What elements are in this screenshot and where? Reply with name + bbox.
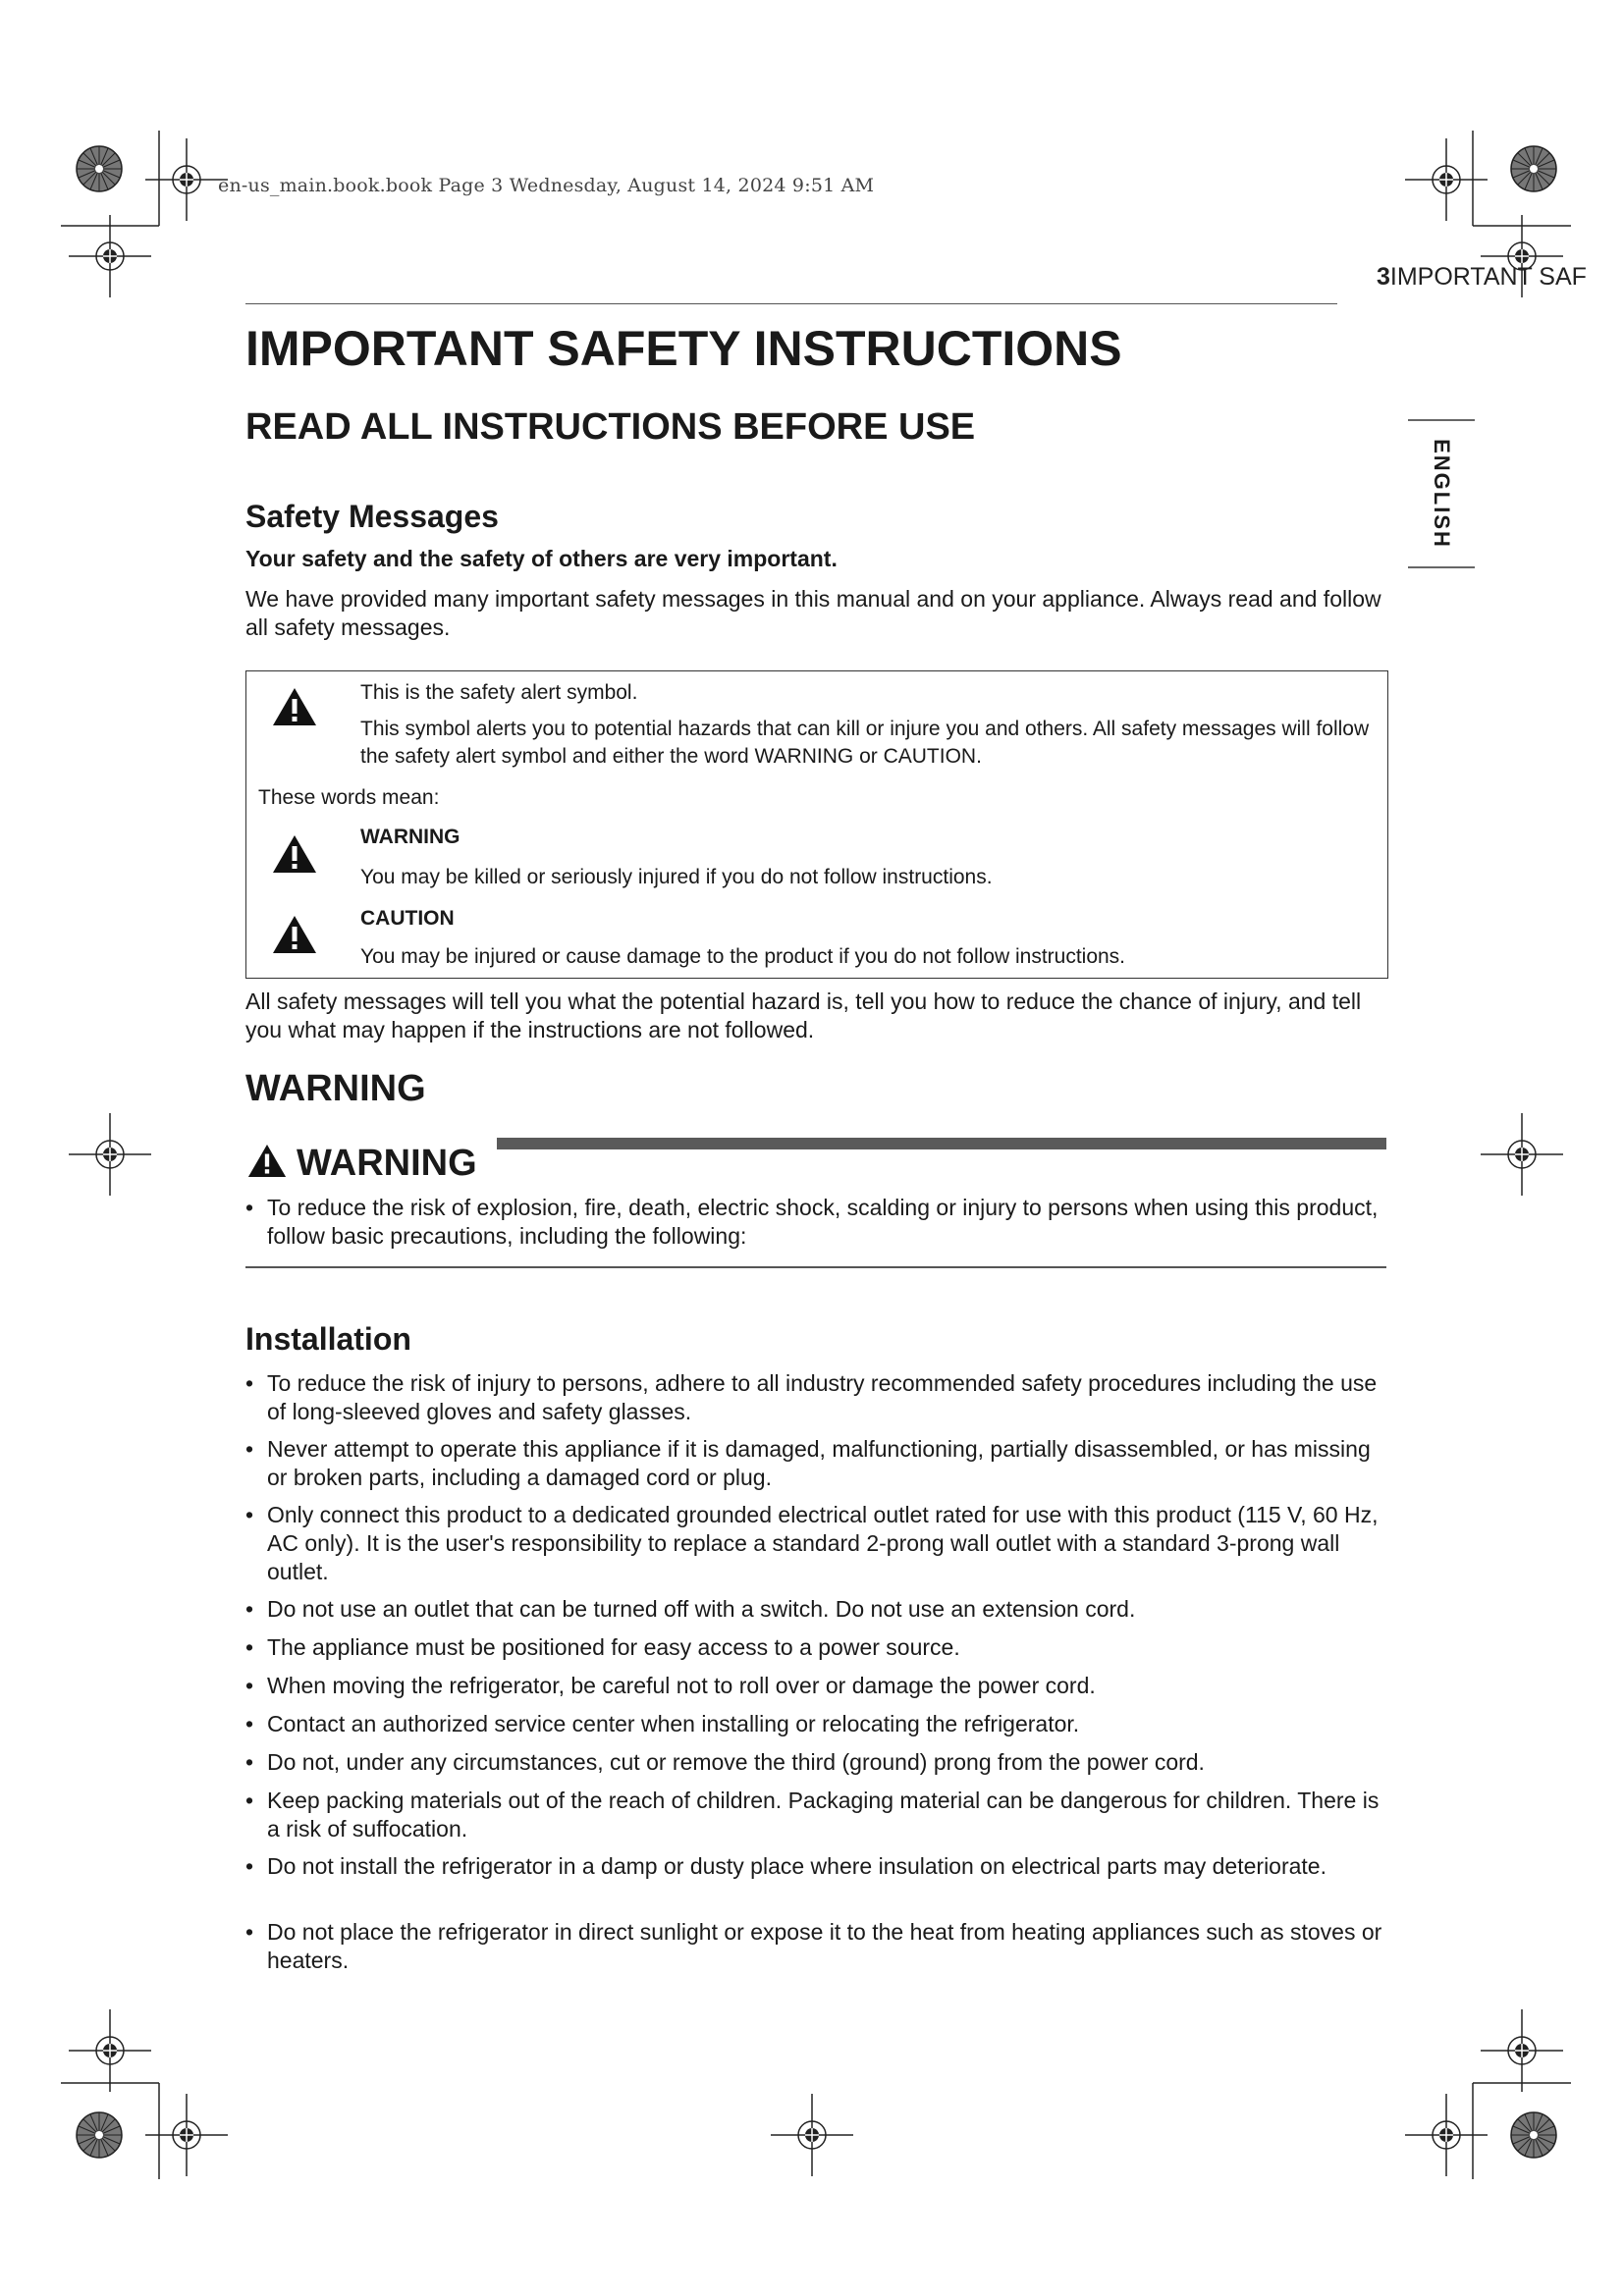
caution-description: You may be injured or cause damage to the product if you do not follow instructions.: [360, 945, 1126, 968]
list-item: • When moving the refrigerator, be careful not to roll over or damage the power cord.: [245, 1673, 1096, 1698]
caution-word: CAUTION: [360, 907, 455, 930]
safety-messages-heading: Safety Messages: [245, 499, 499, 534]
warning-word: WARNING: [360, 826, 460, 848]
warning-section-heading: WARNING: [245, 1068, 426, 1109]
list-item: • To reduce the risk of injury to persons, adhere to all industry recommended safety procedures including the use of long-sleeved gloves and safety glasses.: [245, 1370, 1378, 1424]
page-subtitle: READ ALL INSTRUCTIONS BEFORE USE: [245, 406, 976, 448]
list-item: • Contact an authorized service center when installing or relocating the refrigerator.: [245, 1711, 1080, 1736]
words-mean: These words mean:: [258, 786, 440, 809]
warning-triangle-icon: [247, 1144, 287, 1178]
warning-rule: [245, 1266, 1386, 1268]
safety-intro: We have provided many important safety messages in this manual and on your appliance. Always read and follow all safety messages.: [245, 586, 1381, 640]
caution-alert-icon: [272, 915, 317, 954]
list-item: • Never attempt to operate this appliance if it is damaged, malfunctioning, partially disassembled, or has missing or broken parts, including a damaged cord or plug.: [245, 1436, 1371, 1490]
safety-alert-icon: [272, 687, 317, 726]
list-item: • Do not install the refrigerator in a damp or dusty place where insulation on electrical parts may deteriorate.: [245, 1853, 1326, 1879]
language-tab-label: ENGLISH: [1430, 439, 1454, 549]
symbol-description: This symbol alerts you to potential hazards that can kill or injure you and others. All safety messages will follow the safety alert symbol and either the word WARNING or CAUTION.: [360, 718, 1370, 768]
warning-alert-icon: [272, 834, 317, 874]
safety-alert-box: [245, 670, 1388, 979]
page-number: 3: [1377, 263, 1390, 291]
warning-label-text: WARNING: [297, 1143, 477, 1184]
list-item: • The appliance must be positioned for easy access to a power source.: [245, 1634, 960, 1660]
header-rule: [245, 303, 1337, 304]
symbol-line: This is the safety alert symbol.: [360, 681, 638, 704]
list-item: • Do not, under any circumstances, cut or remove the third (ground) prong from the power cord.: [245, 1749, 1205, 1775]
list-item: • Only connect this product to a dedicated grounded electrical outlet rated for use with this product (115 V, 60 Hz, AC only). It is the user's responsibility to replace a standard 2-prong wall outlet with a standard 3-prong wall outlet.: [245, 1502, 1379, 1584]
running-head-section: IMPORTANT SAF: [1389, 263, 1587, 291]
language-tab: [1408, 419, 1475, 568]
warning-label: [247, 1143, 477, 1185]
list-item: • Do not use an outlet that can be turned off with a switch. Do not use an extension cord.: [245, 1596, 1136, 1622]
safety-lead: Your safety and the safety of others are very important.: [245, 546, 838, 571]
installation-heading: Installation: [245, 1321, 411, 1357]
list-item: • Keep packing materials out of the reach of children. Packaging material can be dangerous for children. There is a risk of suffocation.: [245, 1788, 1380, 1842]
page-title: IMPORTANT SAFETY INSTRUCTIONS: [245, 321, 1122, 376]
print-slug: en-us_main.book.book Page 3 Wednesday, August 14, 2024 9:51 AM: [218, 175, 875, 196]
warning-bar: [497, 1138, 1386, 1149]
warning-bullet: • To reduce the risk of explosion, fire, death, electric shock, scalding or injury to persons when using this product, follow basic precautions, including the following:: [245, 1195, 1379, 1249]
after-box-text: All safety messages will tell you what the potential hazard is, tell you how to reduce the chance of injury, and tell you what may happen if the instructions are not followed.: [245, 988, 1362, 1042]
running-head: [1377, 263, 1624, 292]
warning-description: You may be killed or seriously injured if you do not follow instructions.: [360, 866, 993, 888]
list-item: • Do not place the refrigerator in direct sunlight or expose it to the heat from heating appliances such as stoves or heaters.: [245, 1919, 1382, 1973]
